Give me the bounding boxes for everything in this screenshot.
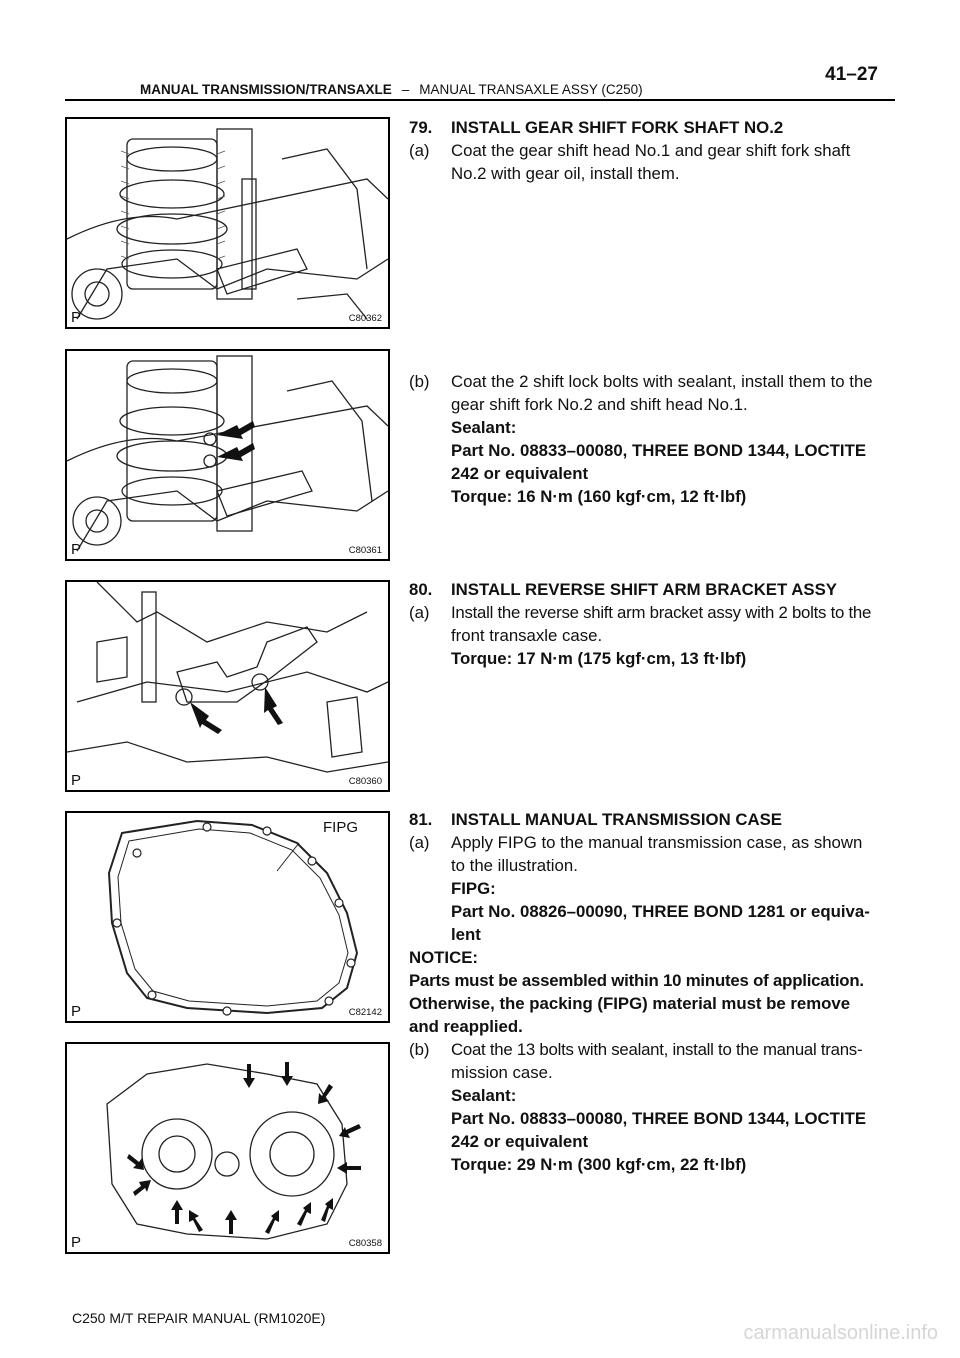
substep-label: (b) <box>409 1040 430 1059</box>
notice-line3: and reapplied. <box>409 1017 523 1036</box>
figure-c80361 <box>65 349 390 561</box>
step-number: 80. <box>409 580 433 599</box>
notice-line2: Otherwise, the packing (FIPG) material must be remove <box>409 994 851 1013</box>
substep-text-line1: Coat the gear shift head No.1 and gear shift fork shaft <box>451 141 851 160</box>
figure-code: C80361 <box>348 545 382 556</box>
header-dash: – <box>401 82 410 97</box>
substep-text-line1: Coat the 13 bolts with sealant, install to the manual trans- <box>451 1040 863 1059</box>
substep-a <box>409 601 895 670</box>
substep-b <box>409 1038 895 1176</box>
step-title: INSTALL MANUAL TRANSMISSION CASE <box>451 810 782 829</box>
reverse-shift-arm-bracket-illustration <box>67 582 388 790</box>
notice-line1: Parts must be assembled within 10 minutes of application. <box>409 971 864 990</box>
sealant-label: Sealant: <box>451 1086 517 1105</box>
step-heading <box>409 578 895 601</box>
step-80 <box>409 578 895 670</box>
notice <box>409 946 895 1038</box>
running-header <box>140 82 643 97</box>
torque-spec: Torque: 17 N·m (175 kgf·cm, 13 ft·lbf) <box>451 649 747 668</box>
step-number: 81. <box>409 810 433 829</box>
step-heading <box>409 808 895 831</box>
figure-mark: P <box>71 772 82 789</box>
header-subsection: MANUAL TRANSAXLE ASSY (C250) <box>419 82 643 97</box>
substep-label: (a) <box>409 141 430 160</box>
notice-label: NOTICE: <box>409 948 478 967</box>
substep-text-line2: No.2 with gear oil, install them. <box>451 164 680 183</box>
step-number: 79. <box>409 118 433 137</box>
arrow-pair <box>217 421 255 461</box>
substep-label: (a) <box>409 833 430 852</box>
step-title: INSTALL GEAR SHIFT FORK SHAFT NO.2 <box>451 118 784 137</box>
sealant-label: Sealant: <box>451 418 517 437</box>
fipg-callout: FIPG <box>323 819 359 836</box>
shift-lock-bolt-illustration <box>67 351 388 559</box>
figure-code: C80358 <box>348 1238 382 1249</box>
substep-text-line2: to the illustration. <box>451 856 578 875</box>
figure-mark: P <box>71 309 82 326</box>
footer-manual-id: C250 M/T REPAIR MANUAL (RM1020E) <box>72 1310 326 1326</box>
page-number: 41–27 <box>825 64 878 85</box>
figure-mark: P <box>71 1003 82 1020</box>
substep-text-line2: front transaxle case. <box>451 626 603 645</box>
figure-c80360 <box>65 580 390 792</box>
figure-code: C80362 <box>348 313 382 324</box>
fipg-part-line1: Part No. 08826–00090, THREE BOND 1281 or equiva- <box>451 902 870 921</box>
substep-a <box>409 831 895 946</box>
figure-c82142 <box>65 811 390 1023</box>
fipg-part-line2: lent <box>451 925 481 944</box>
figure-code: C80360 <box>348 776 382 787</box>
transmission-case-bolts-illustration <box>67 1044 388 1252</box>
torque-spec: Torque: 29 N·m (300 kgf·cm, 22 ft·lbf) <box>451 1155 747 1174</box>
arrow-pair <box>190 687 283 734</box>
bolt-arrows <box>127 1062 361 1234</box>
sealant-part-line2: 242 or equivalent <box>451 1132 589 1151</box>
substep-a <box>409 139 895 185</box>
header-section: MANUAL TRANSMISSION/TRANSAXLE <box>140 82 392 97</box>
substep-label: (b) <box>409 372 430 391</box>
substep-text-line1: Coat the 2 shift lock bolts with sealant, install them to the <box>451 372 873 391</box>
figure-mark: P <box>71 1234 82 1251</box>
substep-text-line2: gear shift fork No.2 and shift head No.1. <box>451 395 748 414</box>
figure-c80362 <box>65 117 390 329</box>
figure-code: C82142 <box>348 1007 382 1018</box>
step-heading <box>409 116 895 139</box>
substep-label: (a) <box>409 603 430 622</box>
substep-b <box>409 370 895 508</box>
step-79 <box>409 116 895 185</box>
substep-text-line1: Apply FIPG to the manual transmission case, as shown <box>451 833 863 852</box>
sealant-part-line1: Part No. 08833–00080, THREE BOND 1344, LOCTITE <box>451 441 867 460</box>
step-81 <box>409 808 895 1176</box>
sealant-part-line2: 242 or equivalent <box>451 464 589 483</box>
step-title: INSTALL REVERSE SHIFT ARM BRACKET ASSY <box>451 580 837 599</box>
sealant-part-line1: Part No. 08833–00080, THREE BOND 1344, LOCTITE <box>451 1109 867 1128</box>
fipg-label: FIPG: <box>451 879 496 898</box>
figure-mark: P <box>71 541 82 558</box>
substep-text-line2: mission case. <box>451 1063 553 1082</box>
torque-spec: Torque: 16 N·m (160 kgf·cm, 12 ft·lbf) <box>451 487 747 506</box>
watermark: carmanualsonline.info <box>743 1322 938 1344</box>
fipg-application-illustration <box>67 813 388 1021</box>
substep-text-line1: Install the reverse shift arm bracket assy with 2 bolts to the <box>451 603 872 622</box>
gear-shift-fork-illustration <box>67 119 388 327</box>
figure-c80358 <box>65 1042 390 1254</box>
header-rule <box>65 99 895 101</box>
step-79-b <box>409 370 895 508</box>
